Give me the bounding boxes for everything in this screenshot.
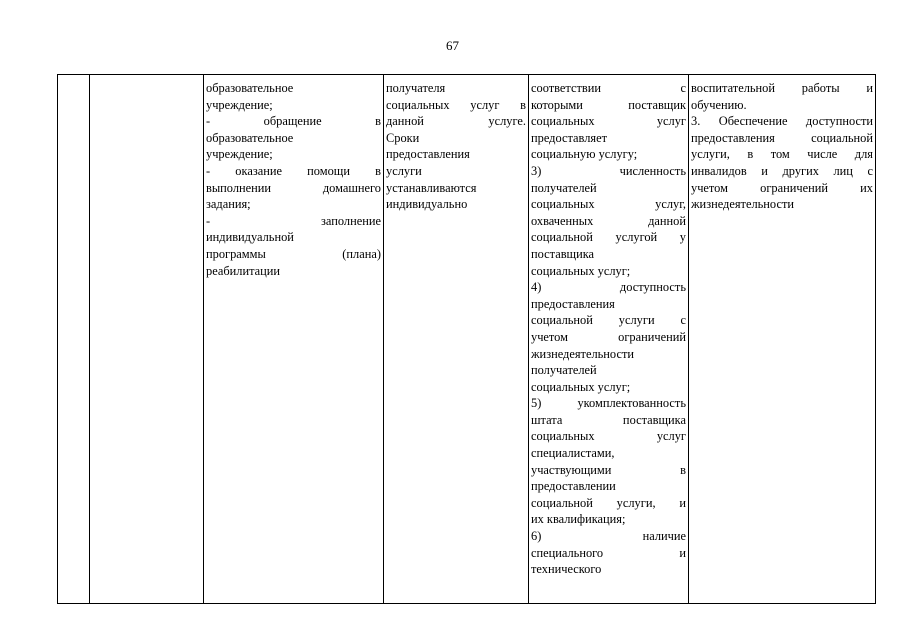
cell-text-line: социальных услуг;	[531, 263, 631, 278]
cell-text-line: социальных услуг;	[531, 379, 631, 394]
cell-text-line: технического	[531, 562, 602, 577]
cell-text-line: предоставления социальной	[691, 130, 873, 145]
cell-text-line: социальных услуг	[531, 114, 686, 129]
cell-text-line: социальных услуг	[531, 429, 686, 444]
cell-text-line: получателей	[531, 180, 597, 195]
cell-text-line: учреждение;	[206, 147, 273, 162]
cell-text-line: получателей	[531, 363, 597, 378]
cell-text-line: предоставления	[386, 147, 470, 162]
cell-text-line: воспитательной работы и	[691, 81, 873, 95]
cell-text-line: жизнедеятельности	[531, 346, 634, 361]
cell-text-line: участвующими в	[531, 462, 686, 477]
cell-text-line: соответствии с	[531, 81, 686, 95]
cell-text-line: получателя	[386, 81, 446, 95]
table-cell-col-2	[90, 75, 204, 604]
cell-text-line: специалистами,	[531, 446, 615, 461]
cell-text-line: учетом ограничений	[531, 329, 686, 344]
cell-text-line: учреждение;	[206, 97, 273, 112]
cell-text-line: образовательное	[206, 81, 294, 95]
table-cell-col-4	[384, 75, 529, 604]
cell-text-line: - обращение в	[206, 114, 381, 129]
cell-text-line: штата поставщика	[531, 412, 686, 427]
cell-text-line: социальной услугой у	[531, 230, 686, 245]
cell-text-line: данной услуге.	[386, 114, 526, 129]
cell-text-line: социальных услуг,	[531, 197, 686, 212]
cell-text-line: - заполнение	[206, 213, 381, 228]
cell-text-line: инвалидов и других лиц с	[691, 163, 873, 178]
cell-text-line: выполнении домашнего	[206, 180, 381, 195]
cell-text-line: социальной услуги с	[531, 313, 686, 328]
cell-text-line: поставщика	[531, 246, 595, 261]
cell-text-line: реабилитации	[206, 263, 281, 278]
cell-text-line: предоставления	[531, 296, 615, 311]
cell-text-line: охваченных данной	[531, 213, 686, 228]
cell-text-line: индивидуальной	[206, 230, 294, 245]
cell-text-line: услуги, в том числе для	[691, 147, 873, 162]
cell-text-line: 3. Обеспечение доступности	[691, 114, 873, 129]
cell-text-line: специального и	[531, 545, 686, 560]
cell-text-line: которыми поставщик	[531, 97, 686, 112]
cell-text-line: предоставляет	[531, 130, 608, 145]
table-cell-col-3	[204, 75, 384, 604]
table-cell-col-5	[529, 75, 689, 604]
document-table	[57, 74, 876, 604]
cell-text-line: 3) численность	[531, 163, 686, 178]
cell-text-line: социальную услугу;	[531, 147, 638, 162]
cell-text-line: предоставлении	[531, 479, 616, 494]
cell-text-line: устанавливаются	[386, 180, 477, 195]
cell-text-line: - оказание помощи в	[206, 163, 381, 178]
table-row	[58, 75, 876, 604]
cell-text-line: учетом ограничений их	[691, 180, 873, 195]
cell-text-line: обучению.	[691, 97, 747, 112]
cell-text-line: услуги	[386, 163, 422, 178]
cell-text-line: 5) укомплектованность	[531, 396, 686, 411]
page-number: 67	[446, 38, 459, 53]
cell-text-line: индивидуально	[386, 197, 468, 212]
cell-text-line: 4) доступность	[531, 280, 686, 295]
table-cell-col-1	[58, 75, 90, 604]
cell-text-line: программы (плана)	[206, 246, 381, 261]
table-cell-col-6	[689, 75, 876, 604]
cell-text-line: их квалификация;	[531, 512, 626, 527]
cell-text-line: образовательное	[206, 130, 294, 145]
cell-text-line: Сроки	[386, 130, 420, 145]
cell-text-line: жизнедеятельности	[691, 197, 794, 212]
cell-text-line: социальной услуги, и	[531, 495, 686, 510]
cell-text-line: 6) наличие	[531, 529, 686, 544]
cell-text-line: задания;	[206, 197, 251, 212]
cell-text-line: социальных услуг в	[386, 97, 526, 112]
